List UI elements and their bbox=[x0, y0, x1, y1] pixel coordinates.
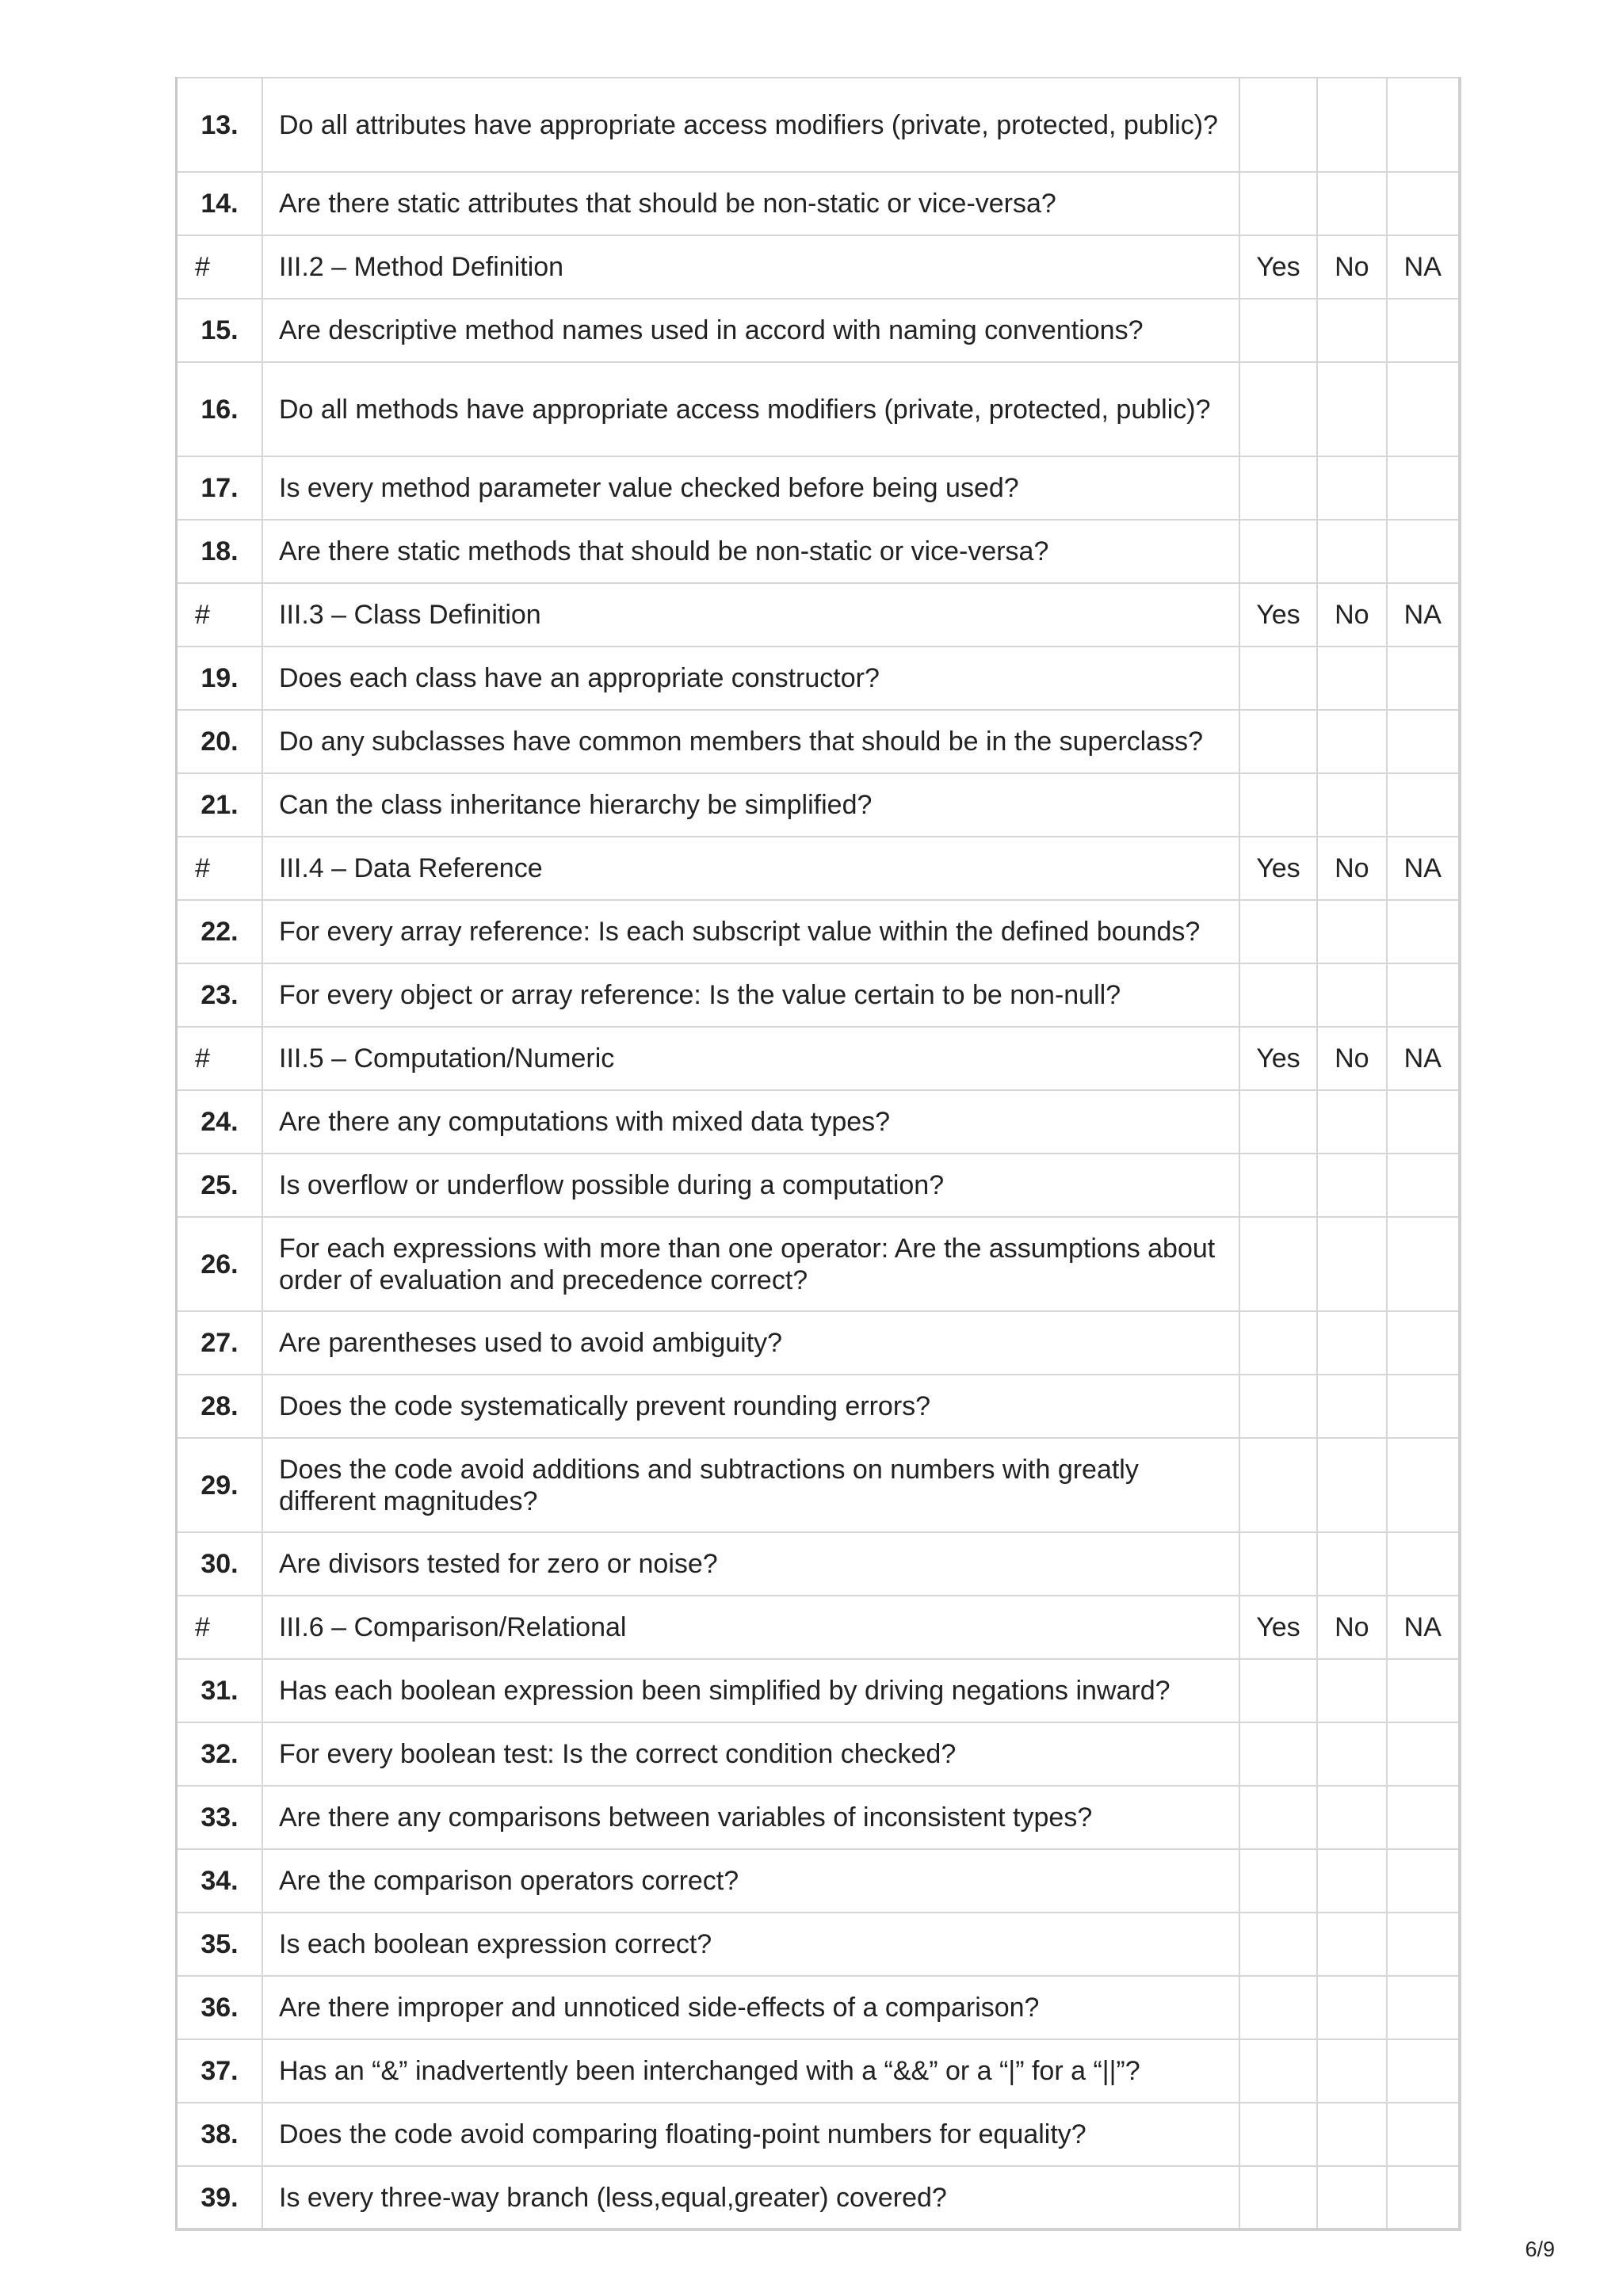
no-cell[interactable] bbox=[1317, 1659, 1386, 1722]
yes-cell[interactable] bbox=[1239, 78, 1317, 172]
table-row bbox=[177, 1438, 1461, 1532]
na-cell[interactable] bbox=[1387, 456, 1460, 520]
item-question: Has each boolean expression been simplified by driving negations inward? bbox=[262, 1659, 1239, 1722]
item-question: Are divisors tested for zero or noise? bbox=[262, 1532, 1239, 1596]
item-number: 20. bbox=[177, 710, 263, 773]
yes-cell[interactable] bbox=[1239, 1438, 1317, 1532]
item-question: Are there any comparisons between variables of inconsistent types? bbox=[262, 1786, 1239, 1849]
table-row bbox=[177, 1913, 1461, 1976]
item-number: 34. bbox=[177, 1849, 263, 1913]
item-question: For each expressions with more than one operator: Are the assumptions about order of evaluation and precedence correct? bbox=[262, 1217, 1239, 1311]
yes-cell[interactable] bbox=[1239, 1154, 1317, 1217]
na-cell[interactable] bbox=[1387, 78, 1460, 172]
item-question: Does the code avoid comparing floating-point numbers for equality? bbox=[262, 2103, 1239, 2166]
na-header: NA bbox=[1387, 1596, 1460, 1659]
table-row bbox=[177, 900, 1461, 963]
section-hash: # bbox=[177, 583, 263, 646]
no-header: No bbox=[1317, 1027, 1386, 1090]
na-cell[interactable] bbox=[1387, 172, 1460, 235]
table-row bbox=[177, 1154, 1461, 1217]
item-question: Are there static methods that should be non-static or vice-versa? bbox=[262, 520, 1239, 583]
table-row bbox=[177, 1311, 1461, 1375]
no-cell[interactable] bbox=[1317, 900, 1386, 963]
table-row bbox=[177, 456, 1461, 520]
no-header: No bbox=[1317, 837, 1386, 900]
no-cell[interactable] bbox=[1317, 362, 1386, 456]
no-cell[interactable] bbox=[1317, 2039, 1386, 2103]
section-header-row bbox=[177, 837, 1461, 900]
no-cell[interactable] bbox=[1317, 1154, 1386, 1217]
table-row bbox=[177, 1786, 1461, 1849]
yes-cell[interactable] bbox=[1239, 1722, 1317, 1786]
yes-header: Yes bbox=[1239, 583, 1317, 646]
item-question: Are descriptive method names used in accord with naming conventions? bbox=[262, 299, 1239, 362]
section-title: III.5 – Computation/Numeric bbox=[262, 1027, 1239, 1090]
no-header: No bbox=[1317, 1596, 1386, 1659]
item-question: Does the code avoid additions and subtractions on numbers with greatly different magnitudes? bbox=[262, 1438, 1239, 1532]
na-cell[interactable] bbox=[1387, 1311, 1460, 1375]
yes-cell[interactable] bbox=[1239, 1659, 1317, 1722]
no-cell[interactable] bbox=[1317, 1438, 1386, 1532]
yes-cell[interactable] bbox=[1239, 2039, 1317, 2103]
na-cell[interactable] bbox=[1387, 2166, 1460, 2229]
table-row bbox=[177, 520, 1461, 583]
table-row bbox=[177, 646, 1461, 710]
item-question: For every boolean test: Is the correct condition checked? bbox=[262, 1722, 1239, 1786]
item-question: Does each class have an appropriate constructor? bbox=[262, 646, 1239, 710]
na-cell[interactable] bbox=[1387, 2103, 1460, 2166]
yes-cell[interactable] bbox=[1239, 172, 1317, 235]
item-number: 18. bbox=[177, 520, 263, 583]
no-cell[interactable] bbox=[1317, 1976, 1386, 2039]
item-question: Do all methods have appropriate access modifiers (private, protected, public)? bbox=[262, 362, 1239, 456]
section-header-row bbox=[177, 583, 1461, 646]
table-row bbox=[177, 172, 1461, 235]
yes-cell[interactable] bbox=[1239, 520, 1317, 583]
yes-cell[interactable] bbox=[1239, 299, 1317, 362]
na-header: NA bbox=[1387, 583, 1460, 646]
section-header-row bbox=[177, 1596, 1461, 1659]
section-hash: # bbox=[177, 1596, 263, 1659]
item-number: 17. bbox=[177, 456, 263, 520]
no-cell[interactable] bbox=[1317, 1786, 1386, 1849]
section-title: III.6 – Comparison/Relational bbox=[262, 1596, 1239, 1659]
na-cell[interactable] bbox=[1387, 710, 1460, 773]
na-cell[interactable] bbox=[1387, 963, 1460, 1027]
yes-cell[interactable] bbox=[1239, 900, 1317, 963]
yes-cell[interactable] bbox=[1239, 2166, 1317, 2229]
item-number: 27. bbox=[177, 1311, 263, 1375]
item-question: Are parentheses used to avoid ambiguity? bbox=[262, 1311, 1239, 1375]
table-row bbox=[177, 773, 1461, 837]
section-title: III.4 – Data Reference bbox=[262, 837, 1239, 900]
no-cell[interactable] bbox=[1317, 456, 1386, 520]
item-number: 28. bbox=[177, 1375, 263, 1438]
table-row bbox=[177, 1722, 1461, 1786]
na-cell[interactable] bbox=[1387, 1786, 1460, 1849]
na-cell[interactable] bbox=[1387, 1438, 1460, 1532]
na-cell[interactable] bbox=[1387, 299, 1460, 362]
yes-cell[interactable] bbox=[1239, 456, 1317, 520]
yes-cell[interactable] bbox=[1239, 2103, 1317, 2166]
no-cell[interactable] bbox=[1317, 78, 1386, 172]
yes-cell[interactable] bbox=[1239, 1976, 1317, 2039]
na-cell[interactable] bbox=[1387, 2039, 1460, 2103]
item-question: Is each boolean expression correct? bbox=[262, 1913, 1239, 1976]
no-cell[interactable] bbox=[1317, 520, 1386, 583]
na-cell[interactable] bbox=[1387, 773, 1460, 837]
item-question: Can the class inheritance hierarchy be simplified? bbox=[262, 773, 1239, 837]
item-number: 22. bbox=[177, 900, 263, 963]
na-cell[interactable] bbox=[1387, 646, 1460, 710]
item-number: 13. bbox=[177, 78, 263, 172]
item-number: 24. bbox=[177, 1090, 263, 1154]
table-row bbox=[177, 2166, 1461, 2229]
item-number: 26. bbox=[177, 1217, 263, 1311]
yes-cell[interactable] bbox=[1239, 1532, 1317, 1596]
no-cell[interactable] bbox=[1317, 2166, 1386, 2229]
no-cell[interactable] bbox=[1317, 773, 1386, 837]
na-header: NA bbox=[1387, 235, 1460, 299]
na-cell[interactable] bbox=[1387, 362, 1460, 456]
item-question: Does the code systematically prevent rounding errors? bbox=[262, 1375, 1239, 1438]
section-hash: # bbox=[177, 837, 263, 900]
section-title: III.3 – Class Definition bbox=[262, 583, 1239, 646]
no-cell[interactable] bbox=[1317, 1722, 1386, 1786]
table-row bbox=[177, 2039, 1461, 2103]
yes-cell[interactable] bbox=[1239, 1786, 1317, 1849]
no-cell[interactable] bbox=[1317, 1532, 1386, 1596]
no-cell[interactable] bbox=[1317, 1849, 1386, 1913]
item-question: For every object or array reference: Is the value certain to be non-null? bbox=[262, 963, 1239, 1027]
table-row bbox=[177, 1375, 1461, 1438]
na-cell[interactable] bbox=[1387, 900, 1460, 963]
item-number: 36. bbox=[177, 1976, 263, 2039]
na-cell[interactable] bbox=[1387, 520, 1460, 583]
yes-cell[interactable] bbox=[1239, 1849, 1317, 1913]
yes-cell[interactable] bbox=[1239, 773, 1317, 837]
na-cell[interactable] bbox=[1387, 1849, 1460, 1913]
page-number: 6/9 bbox=[1525, 2237, 1555, 2261]
na-cell[interactable] bbox=[1387, 1659, 1460, 1722]
na-cell[interactable] bbox=[1387, 1375, 1460, 1438]
no-cell[interactable] bbox=[1317, 299, 1386, 362]
item-number: 14. bbox=[177, 172, 263, 235]
yes-cell[interactable] bbox=[1239, 1090, 1317, 1154]
na-cell[interactable] bbox=[1387, 1976, 1460, 2039]
yes-cell[interactable] bbox=[1239, 1311, 1317, 1375]
table-row bbox=[177, 1532, 1461, 1596]
no-cell[interactable] bbox=[1317, 1311, 1386, 1375]
no-cell[interactable] bbox=[1317, 1217, 1386, 1311]
no-cell[interactable] bbox=[1317, 646, 1386, 710]
section-title: III.2 – Method Definition bbox=[262, 235, 1239, 299]
yes-cell[interactable] bbox=[1239, 1375, 1317, 1438]
na-header: NA bbox=[1387, 837, 1460, 900]
item-number: 33. bbox=[177, 1786, 263, 1849]
item-question: Are the comparison operators correct? bbox=[262, 1849, 1239, 1913]
item-number: 15. bbox=[177, 299, 263, 362]
checklist-table bbox=[175, 77, 1461, 2231]
item-number: 31. bbox=[177, 1659, 263, 1722]
no-cell[interactable] bbox=[1317, 963, 1386, 1027]
table-row bbox=[177, 963, 1461, 1027]
table-row bbox=[177, 78, 1461, 172]
na-header: NA bbox=[1387, 1027, 1460, 1090]
item-number: 19. bbox=[177, 646, 263, 710]
table-row bbox=[177, 299, 1461, 362]
section-header-row bbox=[177, 235, 1461, 299]
item-question: Has an “&” inadvertently been interchanged with a “&&” or a “|” for a “||”? bbox=[262, 2039, 1239, 2103]
item-number: 32. bbox=[177, 1722, 263, 1786]
yes-cell[interactable] bbox=[1239, 1217, 1317, 1311]
item-number: 30. bbox=[177, 1532, 263, 1596]
na-cell[interactable] bbox=[1387, 1090, 1460, 1154]
table-row bbox=[177, 2103, 1461, 2166]
table-row bbox=[177, 362, 1461, 456]
na-cell[interactable] bbox=[1387, 1154, 1460, 1217]
item-number: 29. bbox=[177, 1438, 263, 1532]
yes-cell[interactable] bbox=[1239, 646, 1317, 710]
no-header: No bbox=[1317, 583, 1386, 646]
item-number: 16. bbox=[177, 362, 263, 456]
item-number: 25. bbox=[177, 1154, 263, 1217]
item-question: Are there static attributes that should be non-static or vice-versa? bbox=[262, 172, 1239, 235]
yes-header: Yes bbox=[1239, 235, 1317, 299]
table-row bbox=[177, 1090, 1461, 1154]
na-cell[interactable] bbox=[1387, 1532, 1460, 1596]
item-question: Is every method parameter value checked before being used? bbox=[262, 456, 1239, 520]
table-row bbox=[177, 1849, 1461, 1913]
section-hash: # bbox=[177, 235, 263, 299]
no-cell[interactable] bbox=[1317, 710, 1386, 773]
section-hash: # bbox=[177, 1027, 263, 1090]
no-cell[interactable] bbox=[1317, 172, 1386, 235]
table-row bbox=[177, 1976, 1461, 2039]
table-row bbox=[177, 1217, 1461, 1311]
item-question: For every array reference: Is each subscript value within the defined bounds? bbox=[262, 900, 1239, 963]
item-number: 35. bbox=[177, 1913, 263, 1976]
item-question: Do all attributes have appropriate access modifiers (private, protected, public)? bbox=[262, 78, 1239, 172]
yes-header: Yes bbox=[1239, 1596, 1317, 1659]
na-cell[interactable] bbox=[1387, 1722, 1460, 1786]
yes-cell[interactable] bbox=[1239, 362, 1317, 456]
item-number: 21. bbox=[177, 773, 263, 837]
yes-header: Yes bbox=[1239, 837, 1317, 900]
yes-cell[interactable] bbox=[1239, 963, 1317, 1027]
table-row bbox=[177, 1659, 1461, 1722]
yes-cell[interactable] bbox=[1239, 1913, 1317, 1976]
yes-cell[interactable] bbox=[1239, 710, 1317, 773]
no-header: No bbox=[1317, 235, 1386, 299]
no-cell[interactable] bbox=[1317, 2103, 1386, 2166]
na-cell[interactable] bbox=[1387, 1913, 1460, 1976]
item-question: Are there any computations with mixed data types? bbox=[262, 1090, 1239, 1154]
item-number: 37. bbox=[177, 2039, 263, 2103]
yes-header: Yes bbox=[1239, 1027, 1317, 1090]
no-cell[interactable] bbox=[1317, 1090, 1386, 1154]
no-cell[interactable] bbox=[1317, 1375, 1386, 1438]
item-number: 38. bbox=[177, 2103, 263, 2166]
section-header-row bbox=[177, 1027, 1461, 1090]
item-question: Is overflow or underflow possible during a computation? bbox=[262, 1154, 1239, 1217]
table-row bbox=[177, 710, 1461, 773]
na-cell[interactable] bbox=[1387, 1217, 1460, 1311]
no-cell[interactable] bbox=[1317, 1913, 1386, 1976]
item-question: Are there improper and unnoticed side-effects of a comparison? bbox=[262, 1976, 1239, 2039]
item-number: 39. bbox=[177, 2166, 263, 2229]
item-question: Is every three-way branch (less,equal,greater) covered? bbox=[262, 2166, 1239, 2229]
item-question: Do any subclasses have common members that should be in the superclass? bbox=[262, 710, 1239, 773]
item-number: 23. bbox=[177, 963, 263, 1027]
